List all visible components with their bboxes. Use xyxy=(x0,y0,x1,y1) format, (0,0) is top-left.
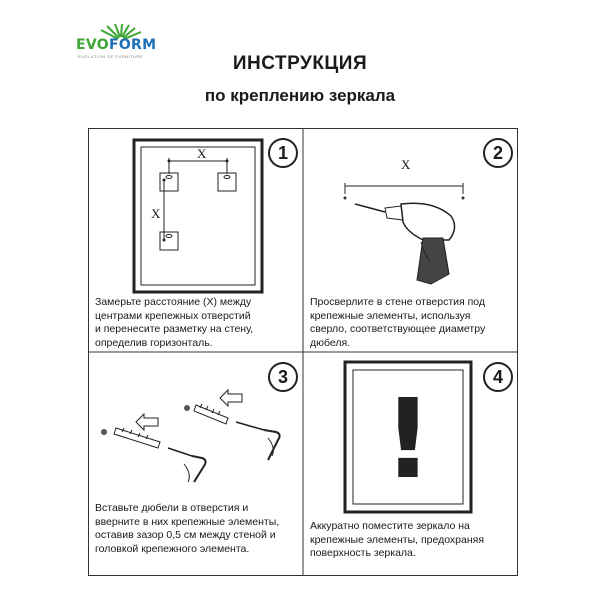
dimension-label-x-vertical: X xyxy=(151,206,161,221)
step-3 xyxy=(88,352,303,576)
logo-tagline: EVOLUTION OF FURNITURE xyxy=(78,54,144,59)
step-number: 4 xyxy=(483,362,513,392)
step-2 xyxy=(303,128,518,352)
page-subtitle: по креплению зеркала xyxy=(204,86,396,105)
logo-wordmark: EVOFORM xyxy=(76,37,157,53)
page-title: ИНСТРУКЦИЯ xyxy=(232,53,368,74)
dimension-label-x: X xyxy=(401,157,411,172)
step-description: Аккуратно поместите зеркало на крепежные элементы, предохраняя поверхность зеркала. xyxy=(310,520,485,559)
step-description: Вставьте дюбели в отверстия и вверните в них крепежные элементы, оставив зазор 0,5 см между стеной и головкой крепежного элемента. xyxy=(95,502,280,555)
step-4 xyxy=(303,352,518,576)
step-number: 1 xyxy=(268,138,298,168)
step-number: 2 xyxy=(483,138,513,168)
step-description: Замерьте расстояние (Х) между центрами крепежных отверстий и перенесите разметку на стену, определив горизонталь. xyxy=(95,296,254,349)
exclamation-icon: ! xyxy=(382,375,434,503)
instruction-grid xyxy=(88,128,518,576)
step-1 xyxy=(88,128,303,352)
step-number: 3 xyxy=(268,362,298,392)
dimension-label-x-horizontal: X xyxy=(197,146,207,161)
step-description: Просверлите в стене отверстия под крепежные элементы, используя сверло, соответствующее диаметру дюбеля. xyxy=(310,296,486,349)
